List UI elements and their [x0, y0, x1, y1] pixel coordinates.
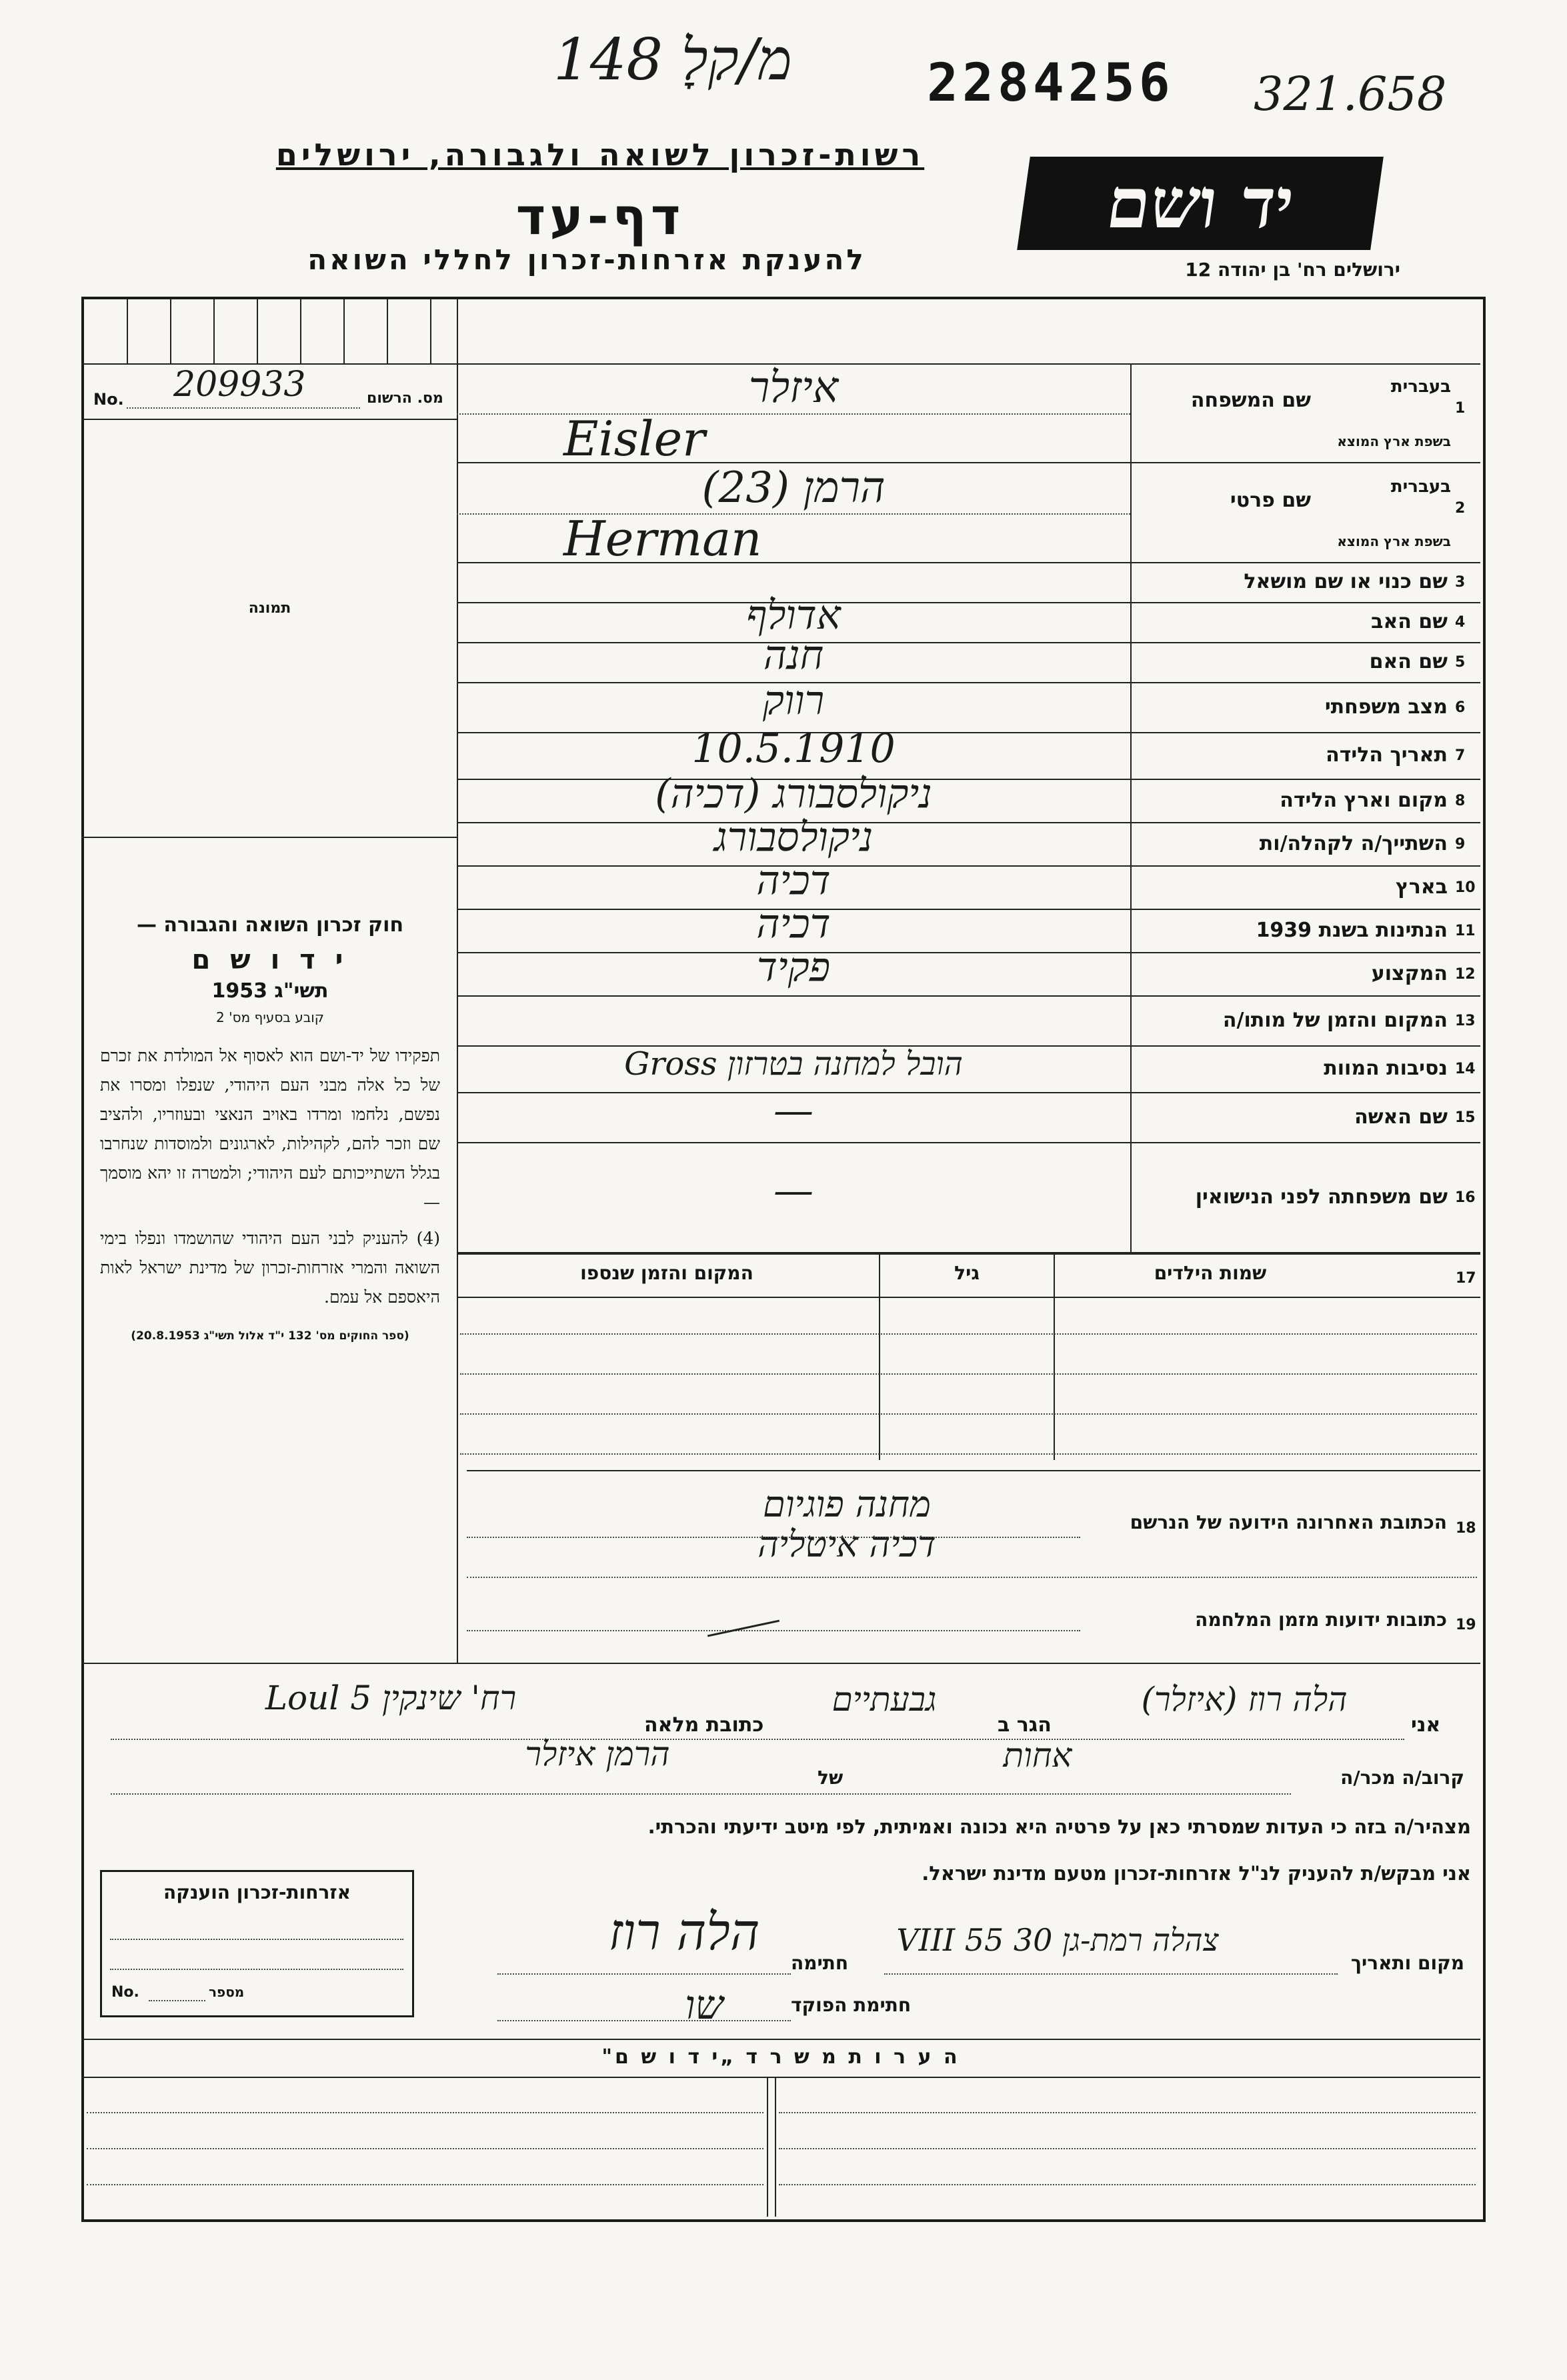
row-number-4: 4 [1455, 614, 1466, 631]
handwritten-file-number: 321.658 [1254, 67, 1447, 121]
reg-no-label: No. [93, 390, 124, 409]
row-7-label: תאריך הלידה [1326, 743, 1448, 767]
row-18-value-2: דכיה איטליה [757, 1523, 936, 1565]
row-12-label: המקצוע [1371, 961, 1448, 985]
row-number-9: 9 [1455, 835, 1466, 853]
form-row-13 [457, 997, 1480, 1047]
row-1-hebrew-sublabel: בעברית [1390, 377, 1451, 397]
law-text-paragraph-2: (4) להעניק לבני העם היהודי שהושמדו ונפלו בימי השואה והמרי אזרחות-זכרון של מדינת ישראל לאות היאספם אל עמם. [100, 1229, 440, 1307]
row-2-value-latin[interactable]: Herman [563, 511, 762, 567]
citizenship-box-no-label: No. [111, 1984, 139, 2001]
row-2-value-hebrew[interactable]: הרמן (23) [701, 463, 886, 513]
law-year: תשי"ג 1953 [211, 979, 329, 1003]
declarant-relation[interactable]: אחות [1003, 1736, 1072, 1775]
law-name: י ד ו ש ם [191, 945, 349, 975]
row-10-value[interactable]: דכיה [756, 857, 831, 904]
form-row-14 [457, 1047, 1480, 1093]
row-13-label: המקום והזמן של מותו/ה [1222, 1008, 1448, 1032]
row-9-value[interactable]: ניקולסבורג [713, 813, 874, 861]
row-18-label: הכתובת האחרונה הידועה של הנרשם [1130, 1511, 1447, 1533]
form-row-15 [457, 1087, 1480, 1143]
row-18-last-address[interactable] [467, 1470, 1477, 1583]
reg-number-field[interactable] [93, 365, 453, 410]
row-1-value-hebrew[interactable]: איזלר [748, 363, 839, 413]
row-number-16: 16 [1455, 1189, 1476, 1206]
serial-number: 2284256 [927, 53, 1174, 113]
row-12-value[interactable]: פקיד [756, 943, 831, 991]
form-subtitle: להענקת אזרחות-זכרון לחללי השואה [307, 243, 866, 276]
row-8-value[interactable]: ניקולסבורג (דכיה) [655, 770, 932, 817]
handwritten-archive-mark: מ/קלָ 148 [553, 27, 792, 93]
row-11-value[interactable]: דכיה [756, 900, 831, 947]
authority-title: רשות-זכרון לשואה ולגבורה, ירושלים [275, 137, 925, 173]
form-title: דף-עד [515, 187, 685, 246]
declarant-address[interactable]: רח' שינקין Loul 5 [265, 1679, 517, 1717]
row-19-label: כתובות ידועות מזמן המלחמה [1195, 1609, 1447, 1631]
yad-vashem-logo [1017, 157, 1384, 250]
row-11-label: הנתינות בשנת 1939 [1256, 918, 1448, 942]
row-7-value[interactable]: 10.5.1910 [691, 725, 896, 773]
signature-label: חתימה [791, 1952, 849, 1974]
law-citation: (ספר החוקים מס' 132 י"ד אלול תשי"ג 20.8.1953) [131, 1329, 409, 1343]
row-number-7: 7 [1455, 747, 1466, 764]
children-table-body[interactable] [460, 1300, 1477, 1460]
row-number-1: 1 [1455, 400, 1466, 417]
form-row-16 [457, 1143, 1480, 1253]
declaration-statement-2: אני מבקש/ת להעניק לנ"ל אזרחות-זכרון מטעם מדינת ישראל. [922, 1862, 1471, 1885]
law-text-paragraph-1: תפקידו של יד-ושם הוא לאסוף אל המולדת את זכרם של כל אלה מבני העם היהודי, שנפלו ומסרו את נפשם, נלחמו ומרדו באויב הנאצי ובעוזריו, ולהציב שם וזכר להם, לקהילות, לארגונים ולמוסדות שנחרבו בגלל השתייכותם לעם היהודי; ולמטרה זו יהא מוסמך — [100, 1046, 440, 1212]
row-16-value[interactable]: — [773, 1167, 814, 1214]
place-date-label: מקום ותאריך [1350, 1952, 1464, 1974]
declarant-signature[interactable]: הלה רוז [608, 1902, 760, 1961]
officer-signature-label: חתימת הפוקד [791, 1994, 912, 2016]
children-col-names: שמות הילדים [1154, 1262, 1267, 1284]
form-row-1 [457, 363, 1480, 467]
declarant-name[interactable]: הלה רוז (איזלר) [1141, 1680, 1348, 1719]
row-number-17: 17 [1456, 1270, 1476, 1287]
form-row-12 [457, 943, 1480, 997]
declaration-address-label: כתובת מלאה [644, 1713, 764, 1737]
row-6-value[interactable]: רווק [762, 677, 825, 724]
row-15-label: שם האשה [1354, 1105, 1448, 1129]
remarks-title: ה ע ר ו ת מ ש ר ד „י ד ו ש ם" [601, 2045, 960, 2069]
row-6-label: מצב משפחתי [1324, 695, 1448, 719]
reg-no-heb-label: מס. הרשום [367, 390, 443, 407]
declaration-ani-label: אני [1411, 1713, 1441, 1737]
row-number-12: 12 [1455, 965, 1476, 983]
victim-name-declared[interactable]: הרמן איזלר [525, 1735, 670, 1773]
row-number-15: 15 [1455, 1109, 1476, 1126]
row-number-11: 11 [1455, 922, 1476, 939]
row-number-14: 14 [1455, 1061, 1476, 1077]
row-2-hebrew-sublabel: בעברית [1390, 477, 1451, 497]
declaration-statement-1: מצהיר/ה בזה כי העדות שמסרתי כאן על פרטיה היא נכונה ואמיתית, לפי מיטב ידיעתי והכרתי. [647, 1815, 1471, 1838]
row-number-6: 6 [1455, 699, 1466, 716]
row-4-value[interactable]: אדולף [746, 592, 841, 639]
place-date-value[interactable]: צהלה רמת-גן 30 VIII 55 [896, 1922, 1219, 1958]
row-1-label: שם המשפחה [1190, 389, 1311, 412]
citizenship-box-number-label: מספר [209, 1984, 245, 2000]
row-15-value[interactable]: — [773, 1087, 814, 1134]
row-2-origin-sublabel: בשפת ארץ המוצא [1337, 533, 1451, 549]
law-section: קובע בסעיף מס' 2 [216, 1009, 324, 1025]
row-14-value[interactable]: הובל למחנה בטרזון Gross [624, 1045, 963, 1083]
row-14-label: נסיבות המוות [1324, 1057, 1448, 1080]
row-4-label: שם האב [1371, 610, 1448, 633]
row-8-label: מקום וארץ הלידה [1280, 788, 1448, 812]
law-title: חוק זכרון השואה והגבורה — [136, 913, 404, 937]
row-18-value-1: מחנה פוגיום [763, 1483, 931, 1525]
children-col-age: גיל [954, 1262, 980, 1284]
row-number-2: 2 [1455, 500, 1466, 517]
citizenship-granted-box [100, 1870, 414, 2017]
reg-no-value: 209933 [173, 365, 306, 405]
row-2-label: שם פרטי [1230, 489, 1311, 512]
declaration-resides-label: הגר ב [998, 1713, 1052, 1737]
remarks-body[interactable] [84, 2080, 1478, 2213]
row-10-label: בארץ [1395, 875, 1448, 899]
row-16-label: שם משפחתה לפני הנישואין [1195, 1185, 1448, 1209]
declaration-relation-label: קרוב/ה מכר/ה [1340, 1767, 1464, 1789]
photo-label: תמונה [248, 600, 291, 617]
declarant-city[interactable]: גבעתיים [832, 1680, 937, 1719]
photo-area [84, 420, 455, 837]
row-1-origin-sublabel: בשפת ארץ המוצא [1337, 433, 1451, 449]
reg-box-strip [87, 299, 460, 363]
logo-address: ירושלים רח' בן יהודה 12 [1185, 259, 1400, 281]
citizenship-box-title: אזרחות-זכרון הוענקה [163, 1881, 351, 1903]
row-number-19: 19 [1456, 1617, 1476, 1633]
row-number-18: 18 [1456, 1520, 1476, 1537]
row-1-value-latin[interactable]: Eisler [563, 411, 705, 467]
law-excerpt [100, 913, 440, 1343]
row-number-13: 13 [1455, 1012, 1476, 1029]
declaration-of-label: של [818, 1767, 844, 1789]
children-col-place: המקום והזמן שנספו [580, 1262, 753, 1284]
row-number-10: 10 [1455, 879, 1476, 896]
form-row-2 [457, 463, 1480, 567]
row-5-value[interactable]: חנה [763, 632, 824, 679]
row-number-5: 5 [1455, 654, 1466, 671]
row-5-label: שם האם [1369, 650, 1448, 673]
row-19-wartime-addresses[interactable] [467, 1583, 1477, 1663]
officer-signature[interactable]: שו [685, 1982, 723, 2029]
logo-text: יד ושם [1102, 162, 1300, 244]
row-3-label: שם כנוי או שם מושאל [1244, 570, 1448, 593]
row-number-3: 3 [1455, 574, 1466, 591]
row-number-8: 8 [1455, 792, 1466, 809]
row-9-label: השתייך/ה לקהלה/ות [1259, 831, 1448, 855]
